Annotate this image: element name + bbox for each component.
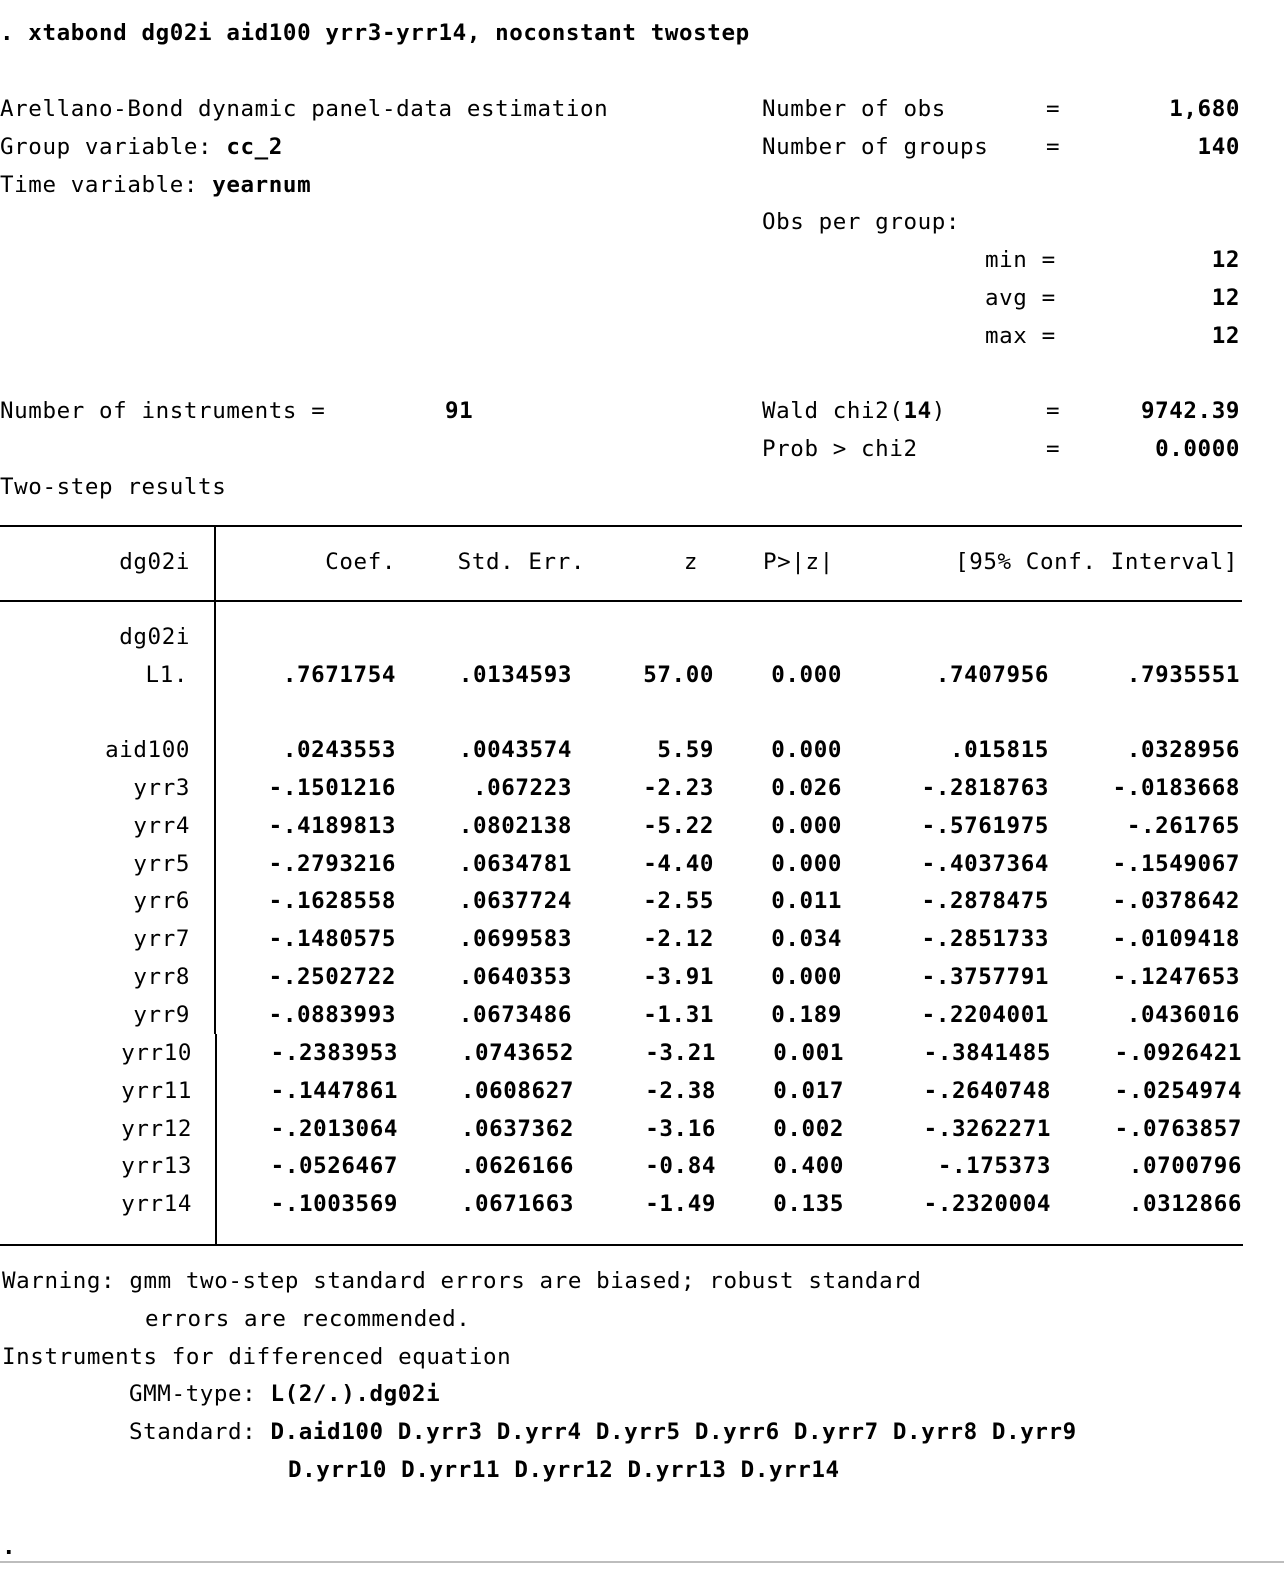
nobs-value: 1,680 [1169, 96, 1240, 122]
cell-stderr: .0673486 [458, 1002, 572, 1028]
cell-coef: -.1003569 [270, 1191, 398, 1217]
col-header-conf-interval: [95% Conf. Interval] [955, 549, 1238, 575]
group-variable [0, 134, 283, 160]
row-name: yrr4 [133, 813, 190, 839]
cell-stderr: .0608627 [460, 1078, 574, 1104]
cell-stderr: .0637724 [458, 888, 572, 914]
cell-ci-high: -.1247653 [1112, 964, 1240, 990]
row-name: yrr10 [121, 1040, 192, 1066]
cell-ci-high: .0700796 [1128, 1153, 1242, 1179]
cell-pvalue: 0.000 [771, 662, 842, 688]
cell-ci-low: -.2204001 [921, 1002, 1049, 1028]
estimation-title: Arellano-Bond dynamic panel-data estimation [0, 96, 609, 122]
cell-stderr: .0634781 [458, 851, 572, 877]
cell-z: -1.31 [643, 1002, 714, 1028]
cell-ci-high: -.0109418 [1112, 926, 1240, 952]
warning-line-1 [2, 1268, 922, 1294]
cell-stderr: .0637362 [460, 1116, 574, 1142]
cell-ci-high: -.261765 [1126, 813, 1240, 839]
col-header-depvar: dg02i [119, 549, 190, 575]
cell-ci-low: -.3841485 [923, 1040, 1051, 1066]
cell-stderr: .067223 [472, 775, 572, 801]
command-prompt[interactable]: . [2, 1534, 17, 1560]
cell-z: -3.16 [645, 1116, 716, 1142]
cell-coef: -.0883993 [268, 1002, 396, 1028]
min-value: 12 [1211, 247, 1240, 273]
warning-text-2: errors are recommended. [145, 1306, 471, 1332]
cell-coef: -.1501216 [268, 775, 396, 801]
row-name: yrr9 [133, 1002, 190, 1028]
command-line: . xtabond dg02i aid100 yrr3-yrr14, noconstant twostep [0, 20, 750, 46]
standard-value-1: D.aid100 D.yrr3 D.yrr4 D.yrr5 D.yrr6 D.yrr7 D.yrr8 D.yrr9 [270, 1419, 1077, 1445]
cell-z: -5.22 [643, 813, 714, 839]
cell-stderr: .0671663 [460, 1191, 574, 1217]
row-name: yrr12 [121, 1116, 192, 1142]
cell-z: -4.40 [643, 851, 714, 877]
cell-coef: -.2013064 [270, 1116, 398, 1142]
cell-coef: .0243553 [282, 737, 396, 763]
cell-ci-low: -.175373 [937, 1153, 1051, 1179]
cell-ci-low: -.4037364 [921, 851, 1049, 877]
min-label: min = [985, 247, 1056, 273]
cell-ci-low: -.2851733 [921, 926, 1049, 952]
cell-pvalue: 0.135 [773, 1191, 844, 1217]
group-variable-value: cc_2 [226, 134, 283, 160]
prob-eq: = [1046, 436, 1061, 462]
cell-stderr: .0134593 [458, 662, 572, 688]
standard-line [129, 1419, 1077, 1445]
cell-coef: -.2383953 [270, 1040, 398, 1066]
row-name: yrr3 [133, 775, 190, 801]
cell-coef: -.1447861 [270, 1078, 398, 1104]
obs-per-group-label: Obs per group: [762, 209, 961, 235]
warning-text-1: gmm two-step standard errors are biased; robust standard [115, 1268, 922, 1294]
row-group-label: dg02i [119, 624, 190, 650]
cell-ci-high: -.1549067 [1112, 851, 1240, 877]
wald-eq: = [1046, 398, 1061, 424]
cell-ci-low: -.3757791 [921, 964, 1049, 990]
cell-ci-low: .015815 [949, 737, 1049, 763]
cell-pvalue: 0.002 [773, 1116, 844, 1142]
prob-label: Prob > chi2 [762, 436, 918, 462]
cell-pvalue: 0.026 [771, 775, 842, 801]
avg-label: avg = [985, 285, 1056, 311]
instruments-title: Instruments for differenced equation [2, 1344, 512, 1370]
cell-stderr: .0043574 [458, 737, 572, 763]
ngroups-label: Number of groups [762, 134, 989, 160]
cell-z: 57.00 [643, 662, 714, 688]
cell-pvalue: 0.000 [771, 964, 842, 990]
cell-stderr: .0743652 [460, 1040, 574, 1066]
cell-z: 5.59 [657, 737, 714, 763]
standard-label: Standard: [129, 1419, 271, 1445]
avg-value: 12 [1211, 285, 1240, 311]
row-name: yrr13 [121, 1153, 192, 1179]
wald-label [762, 398, 946, 424]
wald-label-post: ) [931, 398, 946, 424]
cell-pvalue: 0.000 [771, 851, 842, 877]
cell-pvalue: 0.000 [771, 737, 842, 763]
cell-pvalue: 0.189 [771, 1002, 842, 1028]
cell-ci-low: -.5761975 [921, 813, 1049, 839]
wald-label-pre: Wald chi2( [762, 398, 904, 424]
results-title: Two-step results [0, 474, 227, 500]
table-bottom-rule [0, 1244, 1243, 1246]
row-name: yrr6 [133, 888, 190, 914]
cell-z: -3.21 [645, 1040, 716, 1066]
cell-ci-high: -.0926421 [1114, 1040, 1242, 1066]
cell-pvalue: 0.034 [771, 926, 842, 952]
ngroups-eq: = [1046, 134, 1061, 160]
col-header-z: z [683, 549, 698, 575]
cell-ci-low: -.2818763 [921, 775, 1049, 801]
cell-z: -1.49 [645, 1191, 716, 1217]
cell-ci-high: .0328956 [1126, 737, 1240, 763]
warning-label: Warning: [2, 1268, 116, 1294]
cell-ci-high: .0312866 [1128, 1191, 1242, 1217]
col-header-stderr: Std. Err. [457, 549, 585, 575]
col-header-coef: Coef. [325, 549, 396, 575]
time-variable-value: yearnum [212, 172, 312, 198]
cell-ci-low: -.2640748 [923, 1078, 1051, 1104]
table-top-rule [0, 525, 1242, 527]
cell-coef: -.2793216 [268, 851, 396, 877]
cell-ci-high: -.0183668 [1112, 775, 1240, 801]
cell-ci-high: -.0378642 [1112, 888, 1240, 914]
cell-z: -0.84 [645, 1153, 716, 1179]
cell-ci-high: .7935551 [1126, 662, 1240, 688]
row-name: yrr11 [121, 1078, 192, 1104]
group-variable-label: Group variable: [0, 134, 227, 160]
table-header-rule [0, 600, 1242, 602]
cell-stderr: .0640353 [458, 964, 572, 990]
cell-ci-low: -.2878475 [921, 888, 1049, 914]
wald-value: 9742.39 [1140, 398, 1240, 424]
cell-ci-high: -.0763857 [1114, 1116, 1242, 1142]
cell-coef: -.0526467 [270, 1153, 398, 1179]
nobs-eq: = [1046, 96, 1061, 122]
row-name: aid100 [105, 737, 190, 763]
gmm-label: GMM-type: [129, 1381, 271, 1407]
cell-z: -2.23 [643, 775, 714, 801]
ngroups-value: 140 [1197, 134, 1240, 160]
cell-coef: -.4189813 [268, 813, 396, 839]
table-column-divider-lower [215, 1034, 217, 1245]
cell-pvalue: 0.000 [771, 813, 842, 839]
prob-value: 0.0000 [1155, 436, 1240, 462]
col-header-pvalue: P>|z| [763, 549, 834, 575]
cell-stderr: .0699583 [458, 926, 572, 952]
cell-z: -2.38 [645, 1078, 716, 1104]
max-label: max = [985, 323, 1056, 349]
row-name: yrr7 [133, 926, 190, 952]
cell-ci-high: .0436016 [1126, 1002, 1240, 1028]
cell-coef: -.1480575 [268, 926, 396, 952]
time-variable [0, 172, 311, 198]
nobs-label: Number of obs [762, 96, 946, 122]
prompt-rule [0, 1561, 1284, 1563]
cell-pvalue: 0.017 [773, 1078, 844, 1104]
cell-z: -2.12 [643, 926, 714, 952]
row-name: L1. [145, 662, 188, 688]
table-column-divider-upper [214, 526, 216, 1034]
cell-pvalue: 0.011 [771, 888, 842, 914]
cell-stderr: .0802138 [458, 813, 572, 839]
gmm-line [129, 1381, 440, 1407]
instruments-value: 91 [445, 398, 474, 424]
cell-coef: .7671754 [282, 662, 396, 688]
row-name: yrr8 [133, 964, 190, 990]
gmm-value: L(2/.).dg02i [270, 1381, 441, 1407]
cell-z: -3.91 [643, 964, 714, 990]
cell-pvalue: 0.001 [773, 1040, 844, 1066]
standard-value-2: D.yrr10 D.yrr11 D.yrr12 D.yrr13 D.yrr14 [288, 1457, 840, 1483]
time-variable-label: Time variable: [0, 172, 213, 198]
max-value: 12 [1211, 323, 1240, 349]
cell-ci-high: -.0254974 [1114, 1078, 1242, 1104]
row-name: yrr5 [133, 851, 190, 877]
cell-stderr: .0626166 [460, 1153, 574, 1179]
cell-coef: -.1628558 [268, 888, 396, 914]
cell-pvalue: 0.400 [773, 1153, 844, 1179]
cell-coef: -.2502722 [268, 964, 396, 990]
wald-df: 14 [903, 398, 932, 424]
row-name: yrr14 [121, 1191, 192, 1217]
cell-z: -2.55 [643, 888, 714, 914]
cell-ci-low: -.3262271 [923, 1116, 1051, 1142]
instruments-label: Number of instruments = [0, 398, 326, 424]
cell-ci-low: -.2320004 [923, 1191, 1051, 1217]
cell-ci-low: .7407956 [935, 662, 1049, 688]
